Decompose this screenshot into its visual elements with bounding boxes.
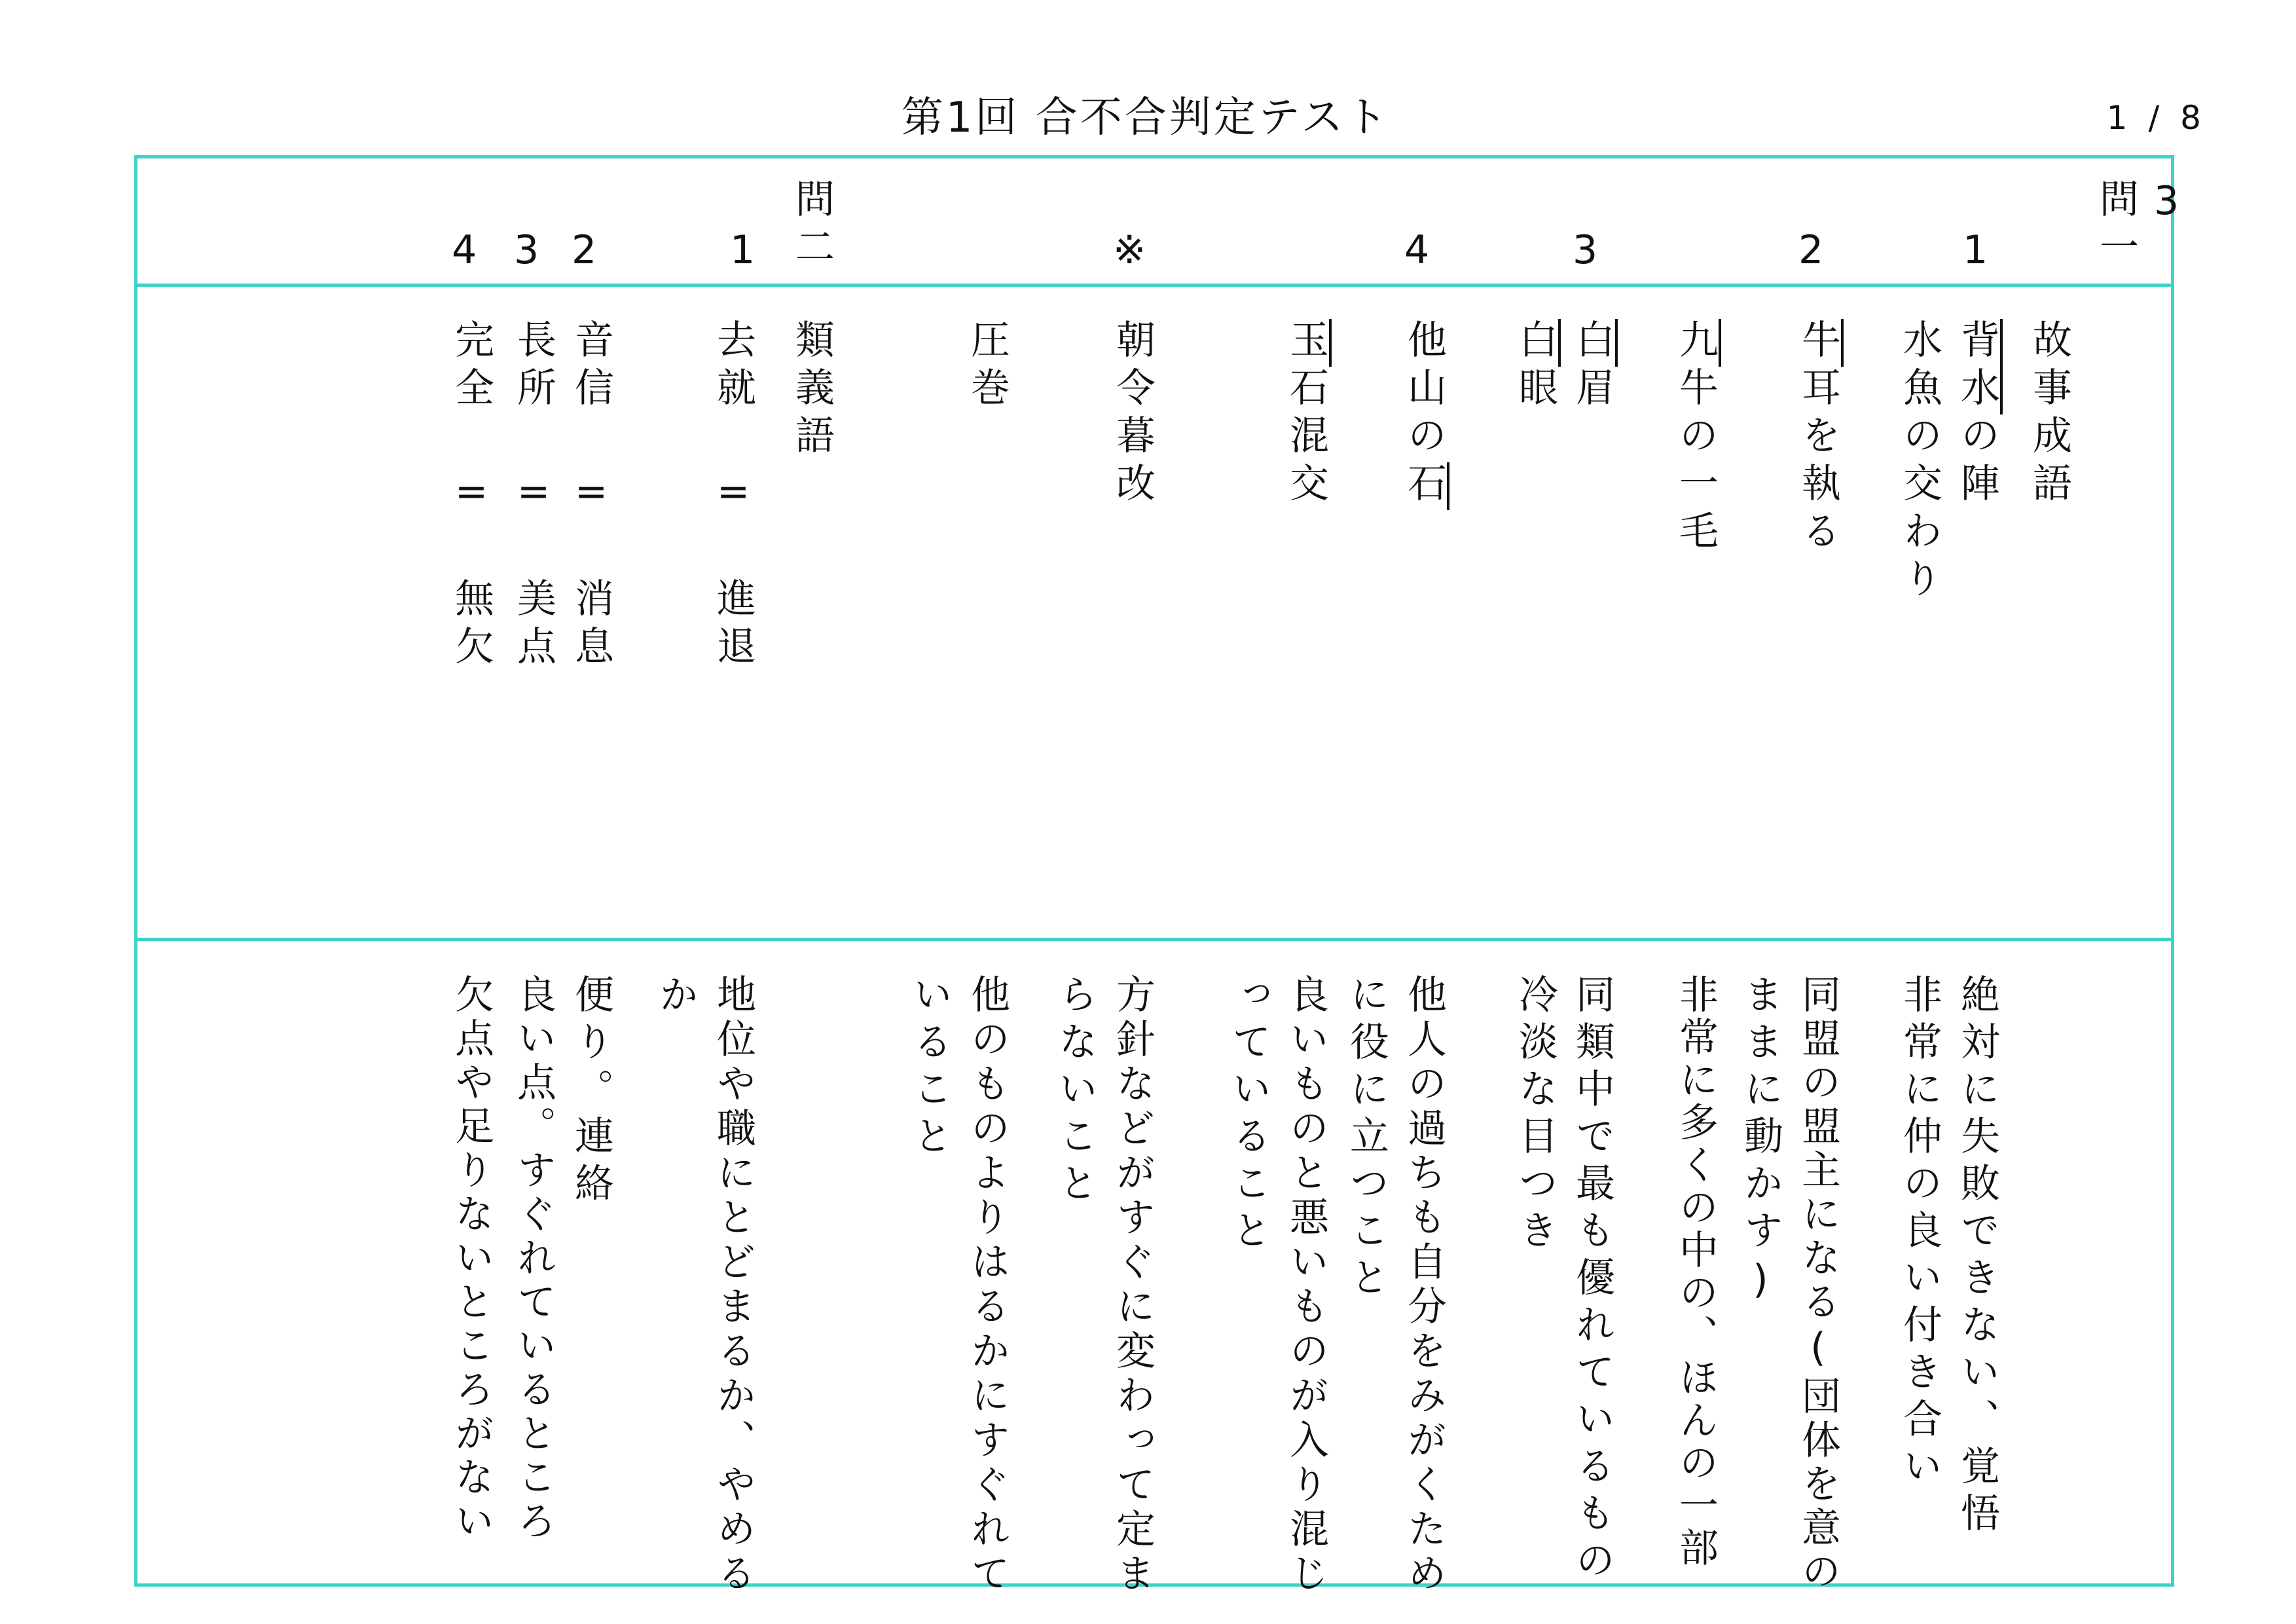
meaning-1b: 非常に仲の良い付き合い bbox=[1897, 974, 1942, 1492]
page-number: 1 / 8 bbox=[2106, 99, 2206, 137]
syn-meaning-2: 便り。連絡 bbox=[568, 974, 614, 1209]
synonym-3: 長所 = 美点 bbox=[511, 319, 556, 673]
meaning-6b: っていること bbox=[1226, 974, 1271, 1257]
q2-num-1: 1 bbox=[730, 227, 756, 273]
meaning-7b: らないこと bbox=[1052, 974, 1098, 1209]
word-5: 他山の石 bbox=[1404, 319, 1444, 510]
meaning-7a: 方針などがすぐに変わって定ま bbox=[1110, 974, 1156, 1597]
word-4b: 白眼 bbox=[1516, 319, 1555, 415]
section-title-kotowaza: 故事成語 bbox=[2026, 319, 2072, 510]
divider-bottom bbox=[137, 938, 2171, 941]
q1-num-4: 4 bbox=[1404, 227, 1430, 273]
meaning-4a: 同類中で最も優れているもの bbox=[1569, 974, 1615, 1587]
q1-num-2: 2 bbox=[1798, 227, 1824, 273]
q2-num-3: 3 bbox=[514, 227, 539, 273]
meaning-6a: 良いものと悪いものが入り混じ bbox=[1283, 974, 1329, 1597]
q1-num-1: 1 bbox=[1963, 227, 1988, 273]
syn-meaning-1b: か bbox=[653, 974, 699, 1021]
q1-num-3: 3 bbox=[1573, 227, 1598, 273]
word-1a: 背水の陣 bbox=[1958, 319, 1997, 510]
meaning-4b: 冷淡な目つき bbox=[1512, 974, 1558, 1257]
meaning-8a: 他のものよりはるかにすぐれて bbox=[964, 974, 1010, 1597]
meaning-1a: 絶対に失敗できない、覚悟 bbox=[1954, 974, 2000, 1540]
synonym-2: 音信 = 消息 bbox=[568, 319, 614, 673]
syn-meaning-1a: 地位や職にとどまるか、やめる bbox=[710, 974, 756, 1597]
q1-score: 3 bbox=[2154, 178, 2179, 224]
word-4a: 白眉 bbox=[1573, 319, 1612, 415]
word-2: 牛耳を執る bbox=[1798, 319, 1838, 558]
meaning-2a: 同盟の盟主になる(団体を意の bbox=[1795, 974, 1841, 1595]
q1-label: 問一 bbox=[2093, 178, 2139, 274]
page-title: 第1回 合不合判定テスト bbox=[901, 94, 1391, 142]
synonym-1: 去就 = 進退 bbox=[710, 319, 756, 673]
word-3: 九牛の一毛 bbox=[1676, 319, 1715, 558]
meaning-5b: に役に立つこと bbox=[1343, 974, 1389, 1304]
syn-meaning-3: 良い点。すぐれているところ bbox=[511, 974, 556, 1544]
synonym-4: 完全 = 無欠 bbox=[448, 319, 494, 673]
answer-frame bbox=[134, 155, 2179, 1597]
meaning-5a: 他人の過ちも自分をみがくため bbox=[1401, 974, 1447, 1597]
section-title-ruigigo: 類義語 bbox=[789, 319, 835, 462]
meaning-2b: ままに動かす) bbox=[1738, 974, 1783, 1310]
word-6: 玉石混交 bbox=[1286, 319, 1326, 510]
meaning-3: 非常に多くの中の、ほんの一部 bbox=[1673, 974, 1719, 1570]
meaning-8b: いること bbox=[907, 974, 953, 1162]
syn-meaning-4: 欠点や足りないところがない bbox=[448, 974, 494, 1544]
note-mark: ※ bbox=[1113, 227, 1146, 273]
q2-label: 問二 bbox=[789, 178, 835, 274]
word-8: 圧巻 bbox=[964, 319, 1010, 415]
word-1b: 水魚の交わり bbox=[1897, 319, 1942, 606]
divider-top bbox=[137, 284, 2171, 287]
word-7: 朝令暮改 bbox=[1110, 319, 1156, 510]
q2-num-2: 2 bbox=[572, 227, 597, 273]
q2-num-4: 4 bbox=[452, 227, 477, 273]
